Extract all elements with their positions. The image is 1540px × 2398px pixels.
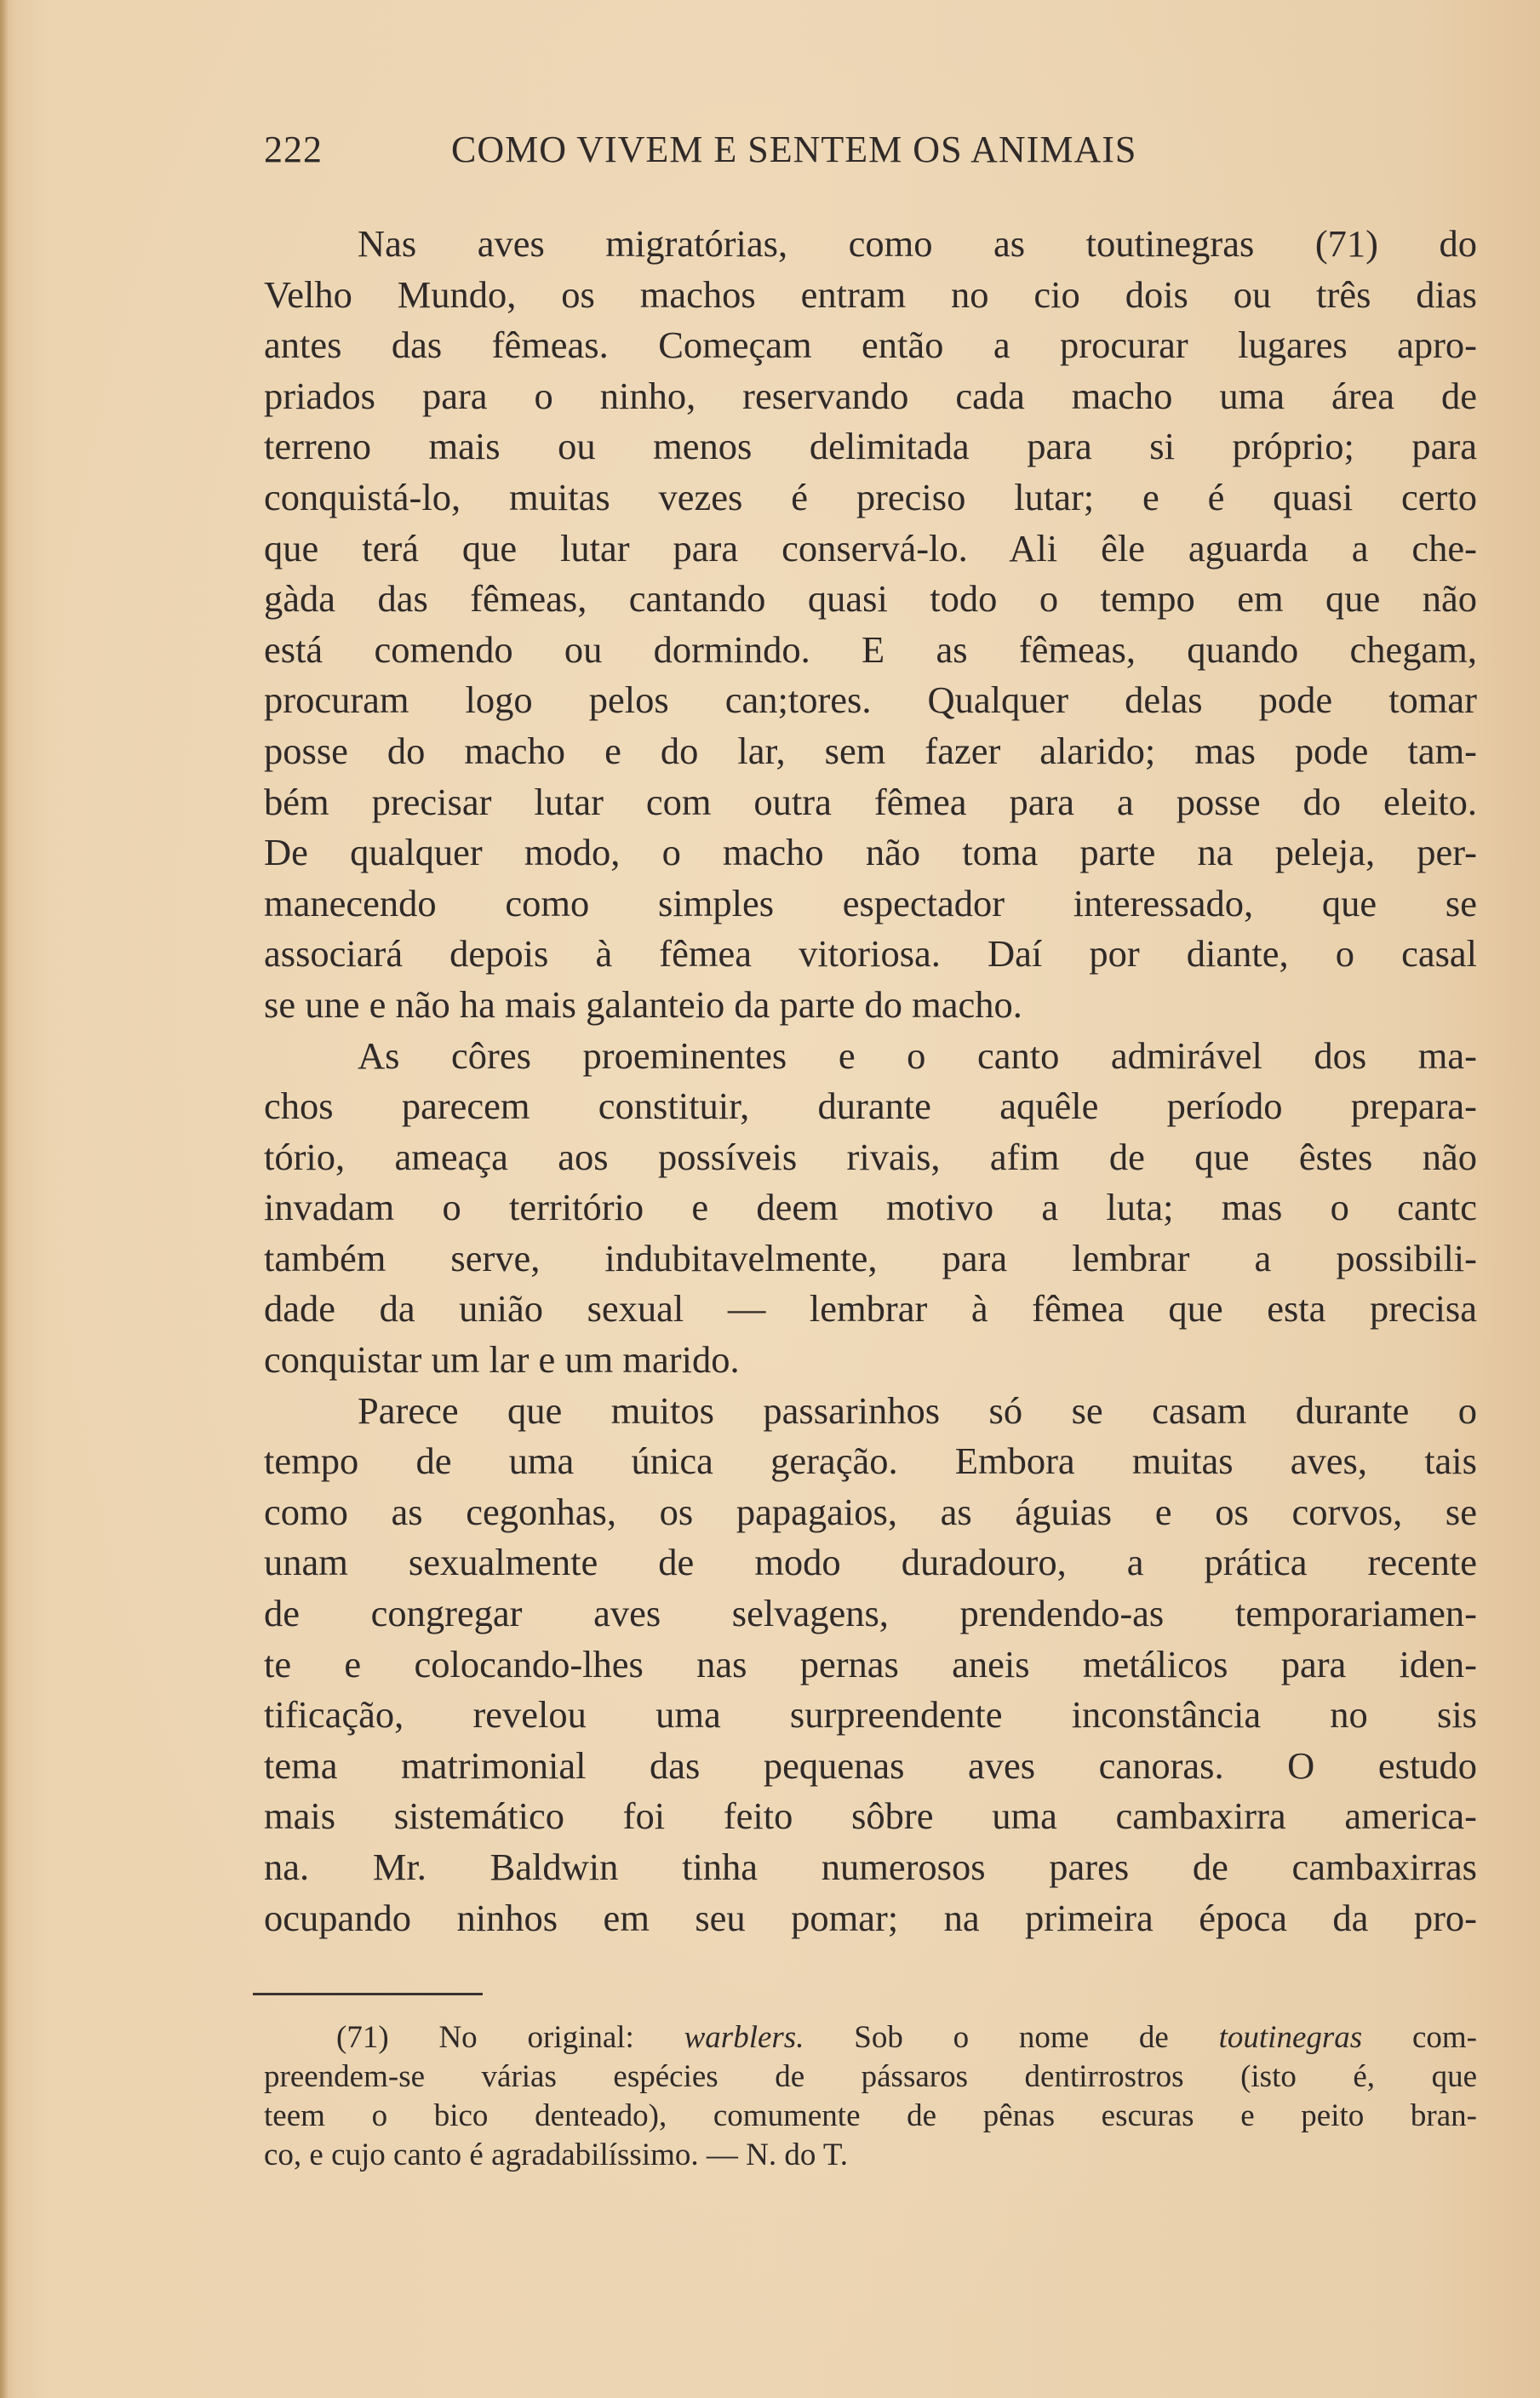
text-line: te e colocando-lhes nas pernas aneis metálicos para iden- [264,1642,1477,1685]
footnote-line1-tail: com- [1411,2020,1478,2055]
footnote-term-translated: toutinegras [1218,2020,1363,2055]
footnote-separator-rule [253,1993,483,1995]
text-line: chos parecem constituir, durante aquêle período prepara- [264,1085,1477,1128]
text-line: Velho Mundo, os machos entram no cio dois ou três dias [264,272,1477,316]
text-line: associará depois à fêmea vitoriosa. Daí por diante, o casal [264,932,1477,976]
text-line: mais sistemático foi feito sôbre uma cambaxirra america- [264,1794,1477,1838]
text-line: ocupando ninhos em seu pomar; na primeira época da pro- [264,1896,1477,1939]
text-line: Parece que muitos passarinhos só se casam durante o [358,1388,1477,1432]
text-line: também serve, indubitavelmente, para lembrar a possibili- [264,1236,1477,1279]
footnote-mid: Sob o nome de [854,2020,1169,2055]
running-title: COMO VIVEM E SENTEM OS ANIMAIS [451,129,1137,170]
text-line: que terá que lutar para conservá-lo. Ali êle aguarda a che- [264,526,1477,569]
text-line: gàda das fêmeas, cantando quasi todo o tempo em que não [264,577,1477,621]
footnote-line: teem o bico denteado), comumente de pênas escuras e peito bran- [264,2098,1477,2133]
footnote-term-original: warblers. [684,2020,804,2055]
text-line: antes das fêmeas. Começam então a procurar lugares apro- [264,323,1477,367]
text-line: bém precisar lutar com outra fêmea para a posse do eleito. [264,780,1477,823]
text-line: tório, ameaça aos possíveis rivais, afim de que êstes não [264,1135,1477,1178]
footnote-line: preendem-se várias espécies de pássaros dentirrostros (isto é, que [264,2059,1477,2094]
text-line: dade da união sexual — lembrar à fêmea que esta precisa [264,1287,1477,1331]
footnote-number: (71) [336,2020,389,2055]
running-head [264,128,1473,187]
text-line: De qualquer modo, o macho não toma parte na peleja, per- [264,831,1477,874]
footnote-lead: No original: [438,2020,634,2055]
page-number: 222 [264,129,323,170]
text-line: de congregar aves selvagens, prendendo-as temporariamen- [264,1592,1477,1635]
text-line: procuram logo pelos can;tores. Qualquer delas pode tomar [264,678,1477,722]
text-line: na. Mr. Baldwin tinha numerosos pares de cambaxirras [264,1846,1477,1888]
text-line: unam sexualmente de modo duradouro, a prática recente [264,1541,1477,1584]
text-line: Nas aves migratórias, como as toutinegras (71) do [358,222,1477,265]
footnote-line [264,2018,1477,2057]
page-edge-shadow [0,0,9,2398]
text-line: tempo de uma única geração. Embora muitas aves, tais [264,1439,1477,1483]
text-line: se une e não ha mais galanteio da parte do macho. [264,982,1022,1026]
text-line: como as cegonhas, os papagaios, as águias e os corvos, se [264,1490,1477,1533]
text-line: manecendo como simples espectador interessado, que se [264,881,1477,924]
text-line: priados para o ninho, reservando cada macho uma área de [264,374,1477,417]
text-line: invadam o território e deem motivo a luta; mas o cantc [264,1186,1477,1229]
text-line: terreno mais ou menos delimitada para si próprio; para [264,425,1477,468]
text-line: está comendo ou dormindo. E as fêmeas, quando chegam, [264,627,1477,671]
text-line: tificação, revelou uma surpreendente inconstância no sis [264,1693,1477,1737]
footnote [264,2018,1477,2175]
text-line: tema matrimonial das pequenas aves canoras. O estudo [264,1743,1477,1787]
footnote-line: co, e cujo canto é agradabilíssimo. — N. do T. [264,2138,849,2172]
text-line: conquistá-lo, muitas vezes é preciso lutar; e é quasi certo [264,475,1477,518]
body-text [264,219,1477,1943]
text-line: posse do macho e do lar, sem fazer alarido; mas pode tam- [264,729,1477,772]
text-line: conquistar um lar e um marido. [264,1338,740,1382]
text-line: As côres proeminentes e o canto admirável dos ma- [358,1033,1477,1077]
